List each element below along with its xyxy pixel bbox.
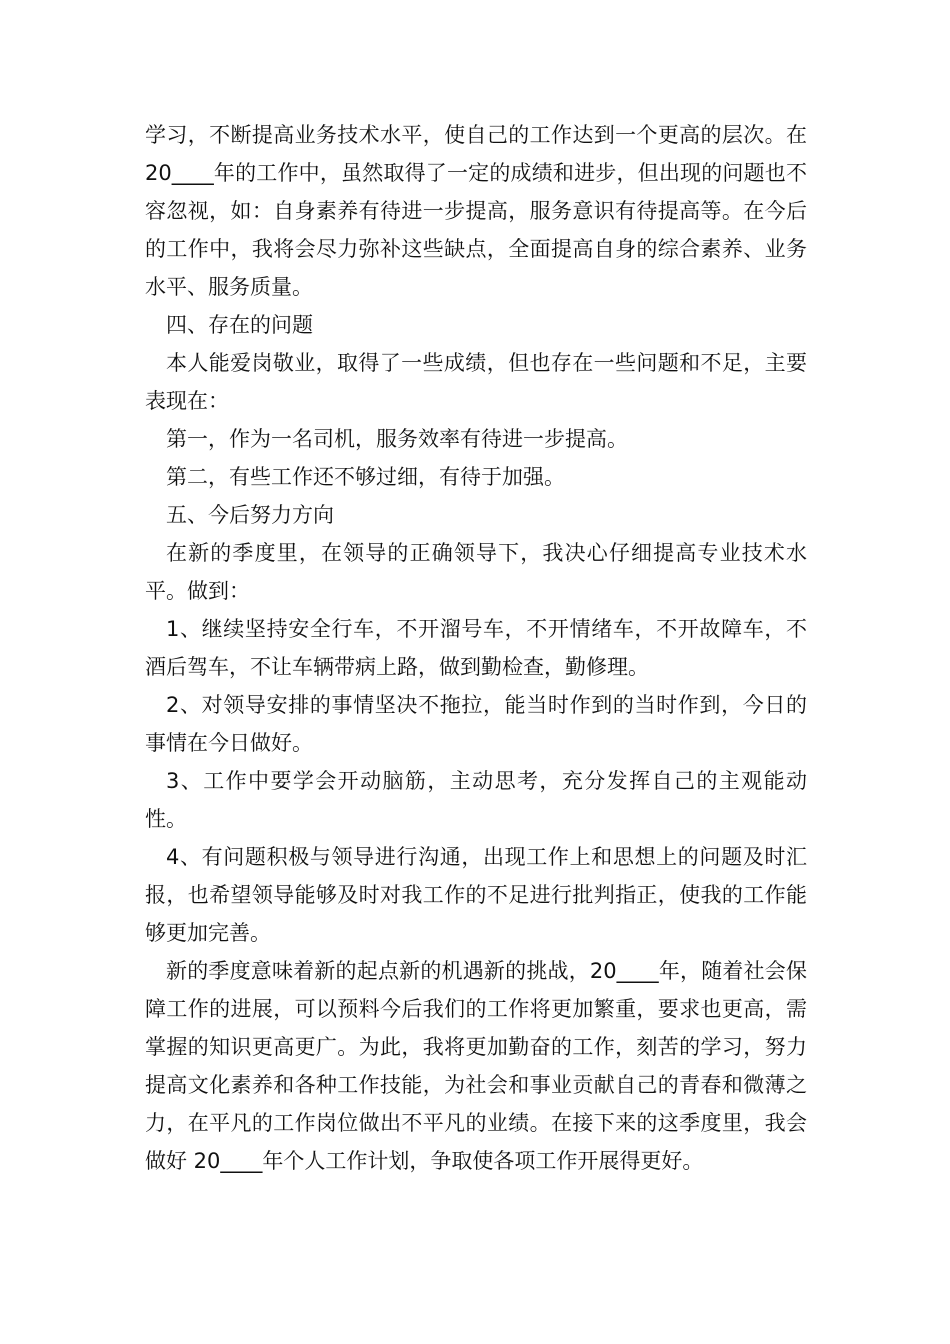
- section-heading-direction: 五、今后努力方向: [166, 503, 334, 527]
- paragraph-problems-intro: 本人能爱岗敬业，取得了一些成绩，但也存在一些问题和不足，主要表现在：: [145, 351, 807, 413]
- list-item-2: 2、对领导安排的事情坚决不拖拉，能当时作到的当时作到，今日的事情在今日做好。: [145, 693, 807, 755]
- paragraph-problem-second: 第二，有些工作还不够过细，有待于加强。: [166, 465, 565, 489]
- paragraph-direction-intro: 在新的季度里，在领导的正确领导下，我决心仔细提高专业技术水平。做到：: [145, 541, 807, 603]
- paragraph-intro: 学习，不断提高业务技术水平，使自己的工作达到一个更高的层次。在 20____年的工作中，虽然取得了一定的成绩和进步，但出现的问题也不容忽视，如：自身素养有待进一步提高，服务意识有待提高等。在今后的工作中，我将会尽力弥补这些缺点，全面提高自身的综合素养、业务水平、服务质量。: [145, 123, 807, 299]
- document-body: [145, 116, 807, 1180]
- paragraph-conclusion: 新的季度意味着新的起点新的机遇新的挑战，20____年，随着社会保障工作的进展，可以预料今后我们的工作将更加繁重，要求也更高，需掌握的知识更高更广。为此，我将更加勤奋的工作，刻苦的学习，努力提高文化素养和各种工作技能，为社会和事业贡献自己的青春和微薄之力，在平凡的工作岗位做出不平凡的业绩。在接下来的这季度里，我会做好 20____年个人工作计划，争取使各项工作开展得更好。: [145, 959, 807, 1173]
- list-item-1: 1、继续坚持安全行车，不开溜号车，不开情绪车，不开故障车，不酒后驾车，不让车辆带病上路，做到勤检查，勤修理。: [145, 617, 807, 679]
- section-heading-problems: 四、存在的问题: [166, 313, 313, 337]
- list-item-3: 3、工作中要学会开动脑筋，主动思考，充分发挥自己的主观能动性。: [145, 769, 807, 831]
- paragraph-problem-first: 第一，作为一名司机，服务效率有待进一步提高。: [166, 427, 628, 451]
- list-item-4: 4、有问题积极与领导进行沟通，出现工作上和思想上的问题及时汇报，也希望领导能够及时对我工作的不足进行批判指正，使我的工作能够更加完善。: [145, 845, 807, 945]
